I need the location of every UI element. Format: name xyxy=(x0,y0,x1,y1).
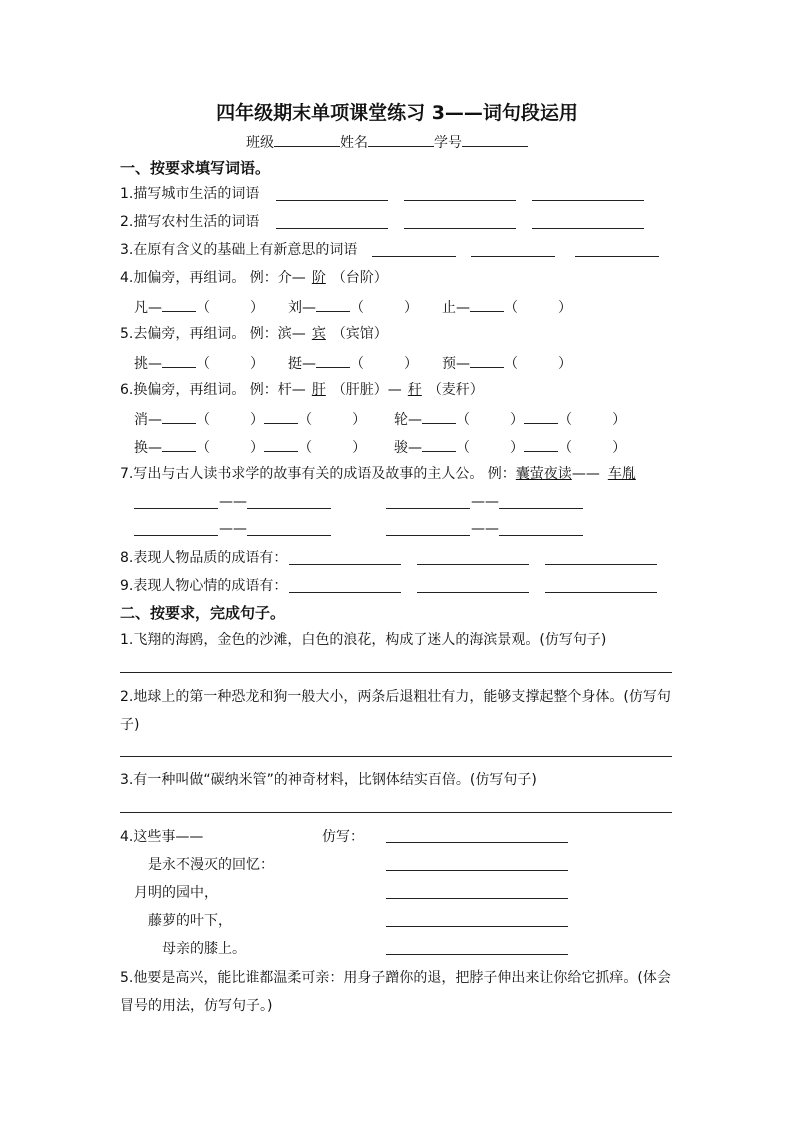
s2-q2-text-line1: 2.地球上的第一种恐龙和狗一般大小，两条后退粗壮有力，能够支撑起整个身体。(仿写句 xyxy=(120,689,671,705)
q4-item-3: 止— （ ） xyxy=(442,297,572,317)
q1-answer-2[interactable] xyxy=(404,200,516,201)
q8-answer-1[interactable] xyxy=(289,564,401,565)
q2-answer-3[interactable] xyxy=(532,228,644,229)
q5-example-word: （宾馆） xyxy=(331,326,388,342)
q5-prompt-text: 5.去偏旁，再组词。 例：滨— xyxy=(120,326,306,342)
q7-example-idiom: 囊萤夜读 xyxy=(515,466,572,482)
q7-idiom-2[interactable] xyxy=(386,508,470,509)
s2-q3-answer[interactable] xyxy=(120,812,672,813)
q3-answer-2[interactable] xyxy=(471,256,555,257)
q3-answer-3[interactable] xyxy=(575,256,659,257)
q9-answer-3[interactable] xyxy=(545,592,657,593)
q1-answer-1[interactable] xyxy=(276,200,388,201)
id-label: 学号 xyxy=(434,135,462,151)
name-field[interactable] xyxy=(368,132,434,147)
q6-item-4: 骏— （ ） （ ） xyxy=(394,437,626,457)
class-label: 班级 xyxy=(246,135,274,151)
q4-example-char: 阶 xyxy=(311,270,326,286)
q5-blank-2[interactable] xyxy=(316,353,350,368)
q4-item-2: 刘— （ ） xyxy=(288,297,418,317)
s2-q4-line-2: 是永不漫灭的回忆： xyxy=(148,857,274,873)
s2-q2-text-line2: 子) xyxy=(120,717,140,733)
q7-person-2[interactable] xyxy=(499,508,583,509)
q7-person-3[interactable] xyxy=(247,535,331,536)
q6-blank-4b[interactable] xyxy=(524,437,558,452)
q5-example-char: 宾 xyxy=(311,326,326,342)
q7-person-1[interactable] xyxy=(247,508,331,509)
q8-answer-2[interactable] xyxy=(417,564,529,565)
s2-q5-text-line1: 5.他要是高兴，能比谁都温柔可亲：用身子蹭你的退，把脖子伸出来让你给它抓痒。(体会 xyxy=(120,970,671,986)
q1-answer-3[interactable] xyxy=(532,200,644,201)
q7-example-person: 车胤 xyxy=(607,466,636,482)
q4-item-1: 凡— （ ） xyxy=(134,297,264,317)
section1-heading: 一、按要求填写词语。 xyxy=(120,159,271,177)
q7-example-dash: —— xyxy=(571,466,600,482)
q6-blank-2b[interactable] xyxy=(524,409,558,424)
q6-example-word-1: （肝脏）— xyxy=(331,382,402,398)
q6-prompt xyxy=(120,381,484,399)
q6-blank-2a[interactable] xyxy=(422,409,456,424)
q4-prompt xyxy=(120,269,388,287)
q7-idiom-4[interactable] xyxy=(386,535,470,536)
q1-text: 1.描写城市生活的词语 xyxy=(120,186,260,202)
q7-dash-3: —— xyxy=(219,521,247,537)
q6-blank-4a[interactable] xyxy=(422,437,456,452)
q7-idiom-1[interactable] xyxy=(134,508,218,509)
q6-blank-3a[interactable] xyxy=(162,437,196,452)
s2-q4-imitate-label: 仿写： xyxy=(322,829,364,845)
q6-prompt-text: 6.换偏旁，再组词。 例：杆— xyxy=(120,382,306,398)
s2-q4-answer-5[interactable] xyxy=(386,954,568,955)
q6-example-word-2: （麦秆） xyxy=(427,382,484,398)
class-field[interactable] xyxy=(274,132,340,147)
q9-answer-2[interactable] xyxy=(417,592,529,593)
q4-blank-2[interactable] xyxy=(316,297,350,312)
s2-q4-line-1: 4.这些事—— xyxy=(120,829,204,845)
q9-answer-1[interactable] xyxy=(289,592,401,593)
q6-blank-3b[interactable] xyxy=(264,437,298,452)
q2-answer-1[interactable] xyxy=(276,228,388,229)
s2-q1-text: 1.飞翔的海鸥，金色的沙滩，白色的浪花，构成了迷人的海滨景观。(仿写句子) xyxy=(120,632,607,648)
q5-item-3: 预— （ ） xyxy=(442,353,572,373)
q7-prompt xyxy=(120,465,644,483)
s2-q4-line-4: 藤萝的叶下， xyxy=(148,913,232,929)
q5-item-2: 挺— （ ） xyxy=(288,353,418,373)
q7-person-4[interactable] xyxy=(499,535,583,536)
s2-q4-line-3: 月明的园中， xyxy=(134,885,218,901)
s2-q5-text-line2: 冒号的用法，仿写句子。) xyxy=(120,998,273,1014)
q4-prompt-text: 4.加偏旁，再组词。 例：介— xyxy=(120,270,306,286)
q6-item-1: 消— （ ） （ ） xyxy=(134,409,366,429)
s2-q4-answer-4[interactable] xyxy=(386,926,568,927)
q6-blank-1a[interactable] xyxy=(162,409,196,424)
id-field[interactable] xyxy=(462,132,528,147)
student-info-line xyxy=(246,132,528,152)
q4-blank-1[interactable] xyxy=(162,297,196,312)
s2-q4-answer-3[interactable] xyxy=(386,898,568,899)
section2-heading: 二、按要求，完成句子。 xyxy=(120,604,286,622)
q7-dash-2: —— xyxy=(471,494,499,510)
q3-answer-1[interactable] xyxy=(372,256,456,257)
s2-q1-answer[interactable] xyxy=(120,672,672,673)
s2-q4-answer-2[interactable] xyxy=(386,870,568,871)
q7-prompt-text: 7.写出与古人读书求学的故事有关的成语及故事的主人公。 例： xyxy=(120,466,516,482)
q6-blank-1b[interactable] xyxy=(264,409,298,424)
q5-blank-1[interactable] xyxy=(162,353,196,368)
q5-prompt xyxy=(120,325,388,343)
q7-idiom-3[interactable] xyxy=(134,535,218,536)
name-label: 姓名 xyxy=(340,135,368,151)
q5-blank-3[interactable] xyxy=(470,353,504,368)
q5-item-1: 挑— （ ） xyxy=(134,353,264,373)
q8-answer-3[interactable] xyxy=(545,564,657,565)
q7-dash-4: —— xyxy=(471,521,499,537)
q6-example-char-1: 肝 xyxy=(311,382,326,398)
q4-example-word: （台阶） xyxy=(331,270,388,286)
q6-item-2: 轮— （ ） （ ） xyxy=(394,409,626,429)
s2-q2-answer[interactable] xyxy=(120,756,672,757)
q9-text: 9.表现人物心情的成语有： xyxy=(120,578,288,594)
s2-q4-line-5: 母亲的膝上。 xyxy=(162,941,246,957)
worksheet-title: 四年级期末单项课堂练习 3——词句段运用 xyxy=(216,102,578,124)
q6-item-3: 换— （ ） （ ） xyxy=(134,437,366,457)
q7-dash-1: —— xyxy=(219,494,247,510)
s2-q4-answer-1[interactable] xyxy=(386,842,568,843)
q2-answer-2[interactable] xyxy=(404,228,516,229)
q8-text: 8.表现人物品质的成语有： xyxy=(120,550,288,566)
s2-q3-text: 3.有一种叫做“碳纳米管”的神奇材料，比钢体结实百倍。(仿写句子) xyxy=(120,772,537,788)
q3-text: 3.在原有含义的基础上有新意思的词语 xyxy=(120,242,358,258)
q4-blank-3[interactable] xyxy=(470,297,504,312)
q6-example-char-2: 秆 xyxy=(407,382,422,398)
q2-text: 2.描写农村生活的词语 xyxy=(120,214,260,230)
